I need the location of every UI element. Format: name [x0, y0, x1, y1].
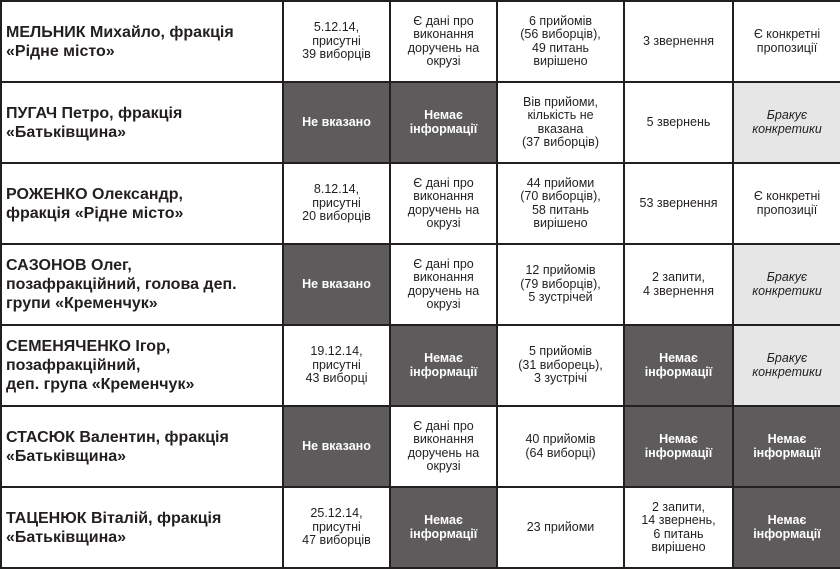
- deputy-name: СЕМЕНЯЧЕНКО Ігор, позафракційний, деп. група «Кременчук»: [1, 325, 283, 406]
- reception-cell: 8.12.14, присутні 20 виборців: [283, 163, 390, 244]
- deputy-name: РОЖЕНКО Олександр, фракція «Рідне місто»: [1, 163, 283, 244]
- table-row: [1, 82, 840, 163]
- reception-cell: 5.12.14, присутні 39 виборців: [283, 1, 390, 82]
- meetings-cell: 23 прийоми: [497, 487, 624, 568]
- deputy-name: МЕЛЬНИК Михайло, фракція «Рідне місто»: [1, 1, 283, 82]
- table-row: [1, 487, 840, 568]
- deputy-name: САЗОНОВ Олег, позафракційний, голова деп. групи «Кременчук»: [1, 244, 283, 325]
- reception-cell: 19.12.14, присутні 43 виборці: [283, 325, 390, 406]
- proposals-cell: Бракує конкретики: [733, 325, 840, 406]
- requests-cell: Немає інформації: [624, 325, 733, 406]
- requests-cell: 3 звернення: [624, 1, 733, 82]
- proposals-cell: Бракує конкретики: [733, 82, 840, 163]
- requests-cell: 2 запити, 14 звернень, 6 питань вирішено: [624, 487, 733, 568]
- proposals-cell: Немає інформації: [733, 406, 840, 487]
- meetings-cell: 44 прийоми (70 виборців), 58 питань вирішено: [497, 163, 624, 244]
- report-cell: Є дані про виконання доручень на окрузі: [390, 244, 497, 325]
- table-row: [1, 406, 840, 487]
- proposals-cell: Є конкретні пропозиції: [733, 163, 840, 244]
- meetings-cell: Вів прийоми, кількість не вказана (37 виборців): [497, 82, 624, 163]
- proposals-cell: Є конкретні пропозиції: [733, 1, 840, 82]
- meetings-cell: 40 прийомів (64 виборці): [497, 406, 624, 487]
- proposals-cell: Немає інформації: [733, 487, 840, 568]
- reception-cell: Не вказано: [283, 244, 390, 325]
- reception-cell: 25.12.14, присутні 47 виборців: [283, 487, 390, 568]
- table-row: [1, 163, 840, 244]
- meetings-cell: 5 прийомів (31 виборець), 3 зустрічі: [497, 325, 624, 406]
- requests-cell: Немає інформації: [624, 406, 733, 487]
- table-row: [1, 1, 840, 82]
- meetings-cell: 12 прийомів (79 виборців), 5 зустрічей: [497, 244, 624, 325]
- requests-cell: 53 звернення: [624, 163, 733, 244]
- report-cell: Немає інформації: [390, 325, 497, 406]
- proposals-cell: Бракує конкретики: [733, 244, 840, 325]
- report-cell: Немає інформації: [390, 487, 497, 568]
- reception-cell: Не вказано: [283, 406, 390, 487]
- report-cell: Немає інформації: [390, 82, 497, 163]
- report-cell: Є дані про виконання доручень на окрузі: [390, 406, 497, 487]
- table-row: [1, 244, 840, 325]
- deputy-name: ТАЦЕНЮК Віталій, фракція «Батьківщина»: [1, 487, 283, 568]
- deputy-name: ПУГАЧ Петро, фракція «Батьківщина»: [1, 82, 283, 163]
- deputy-name: СТАСЮК Валентин, фракція «Батьківщина»: [1, 406, 283, 487]
- meetings-cell: 6 прийомів (56 виборців), 49 питань вирішено: [497, 1, 624, 82]
- report-cell: Є дані про виконання доручень на окрузі: [390, 163, 497, 244]
- reception-cell: Не вказано: [283, 82, 390, 163]
- requests-cell: 5 звернень: [624, 82, 733, 163]
- report-cell: Є дані про виконання доручень на окрузі: [390, 1, 497, 82]
- requests-cell: 2 запити, 4 звернення: [624, 244, 733, 325]
- table-row: [1, 325, 840, 406]
